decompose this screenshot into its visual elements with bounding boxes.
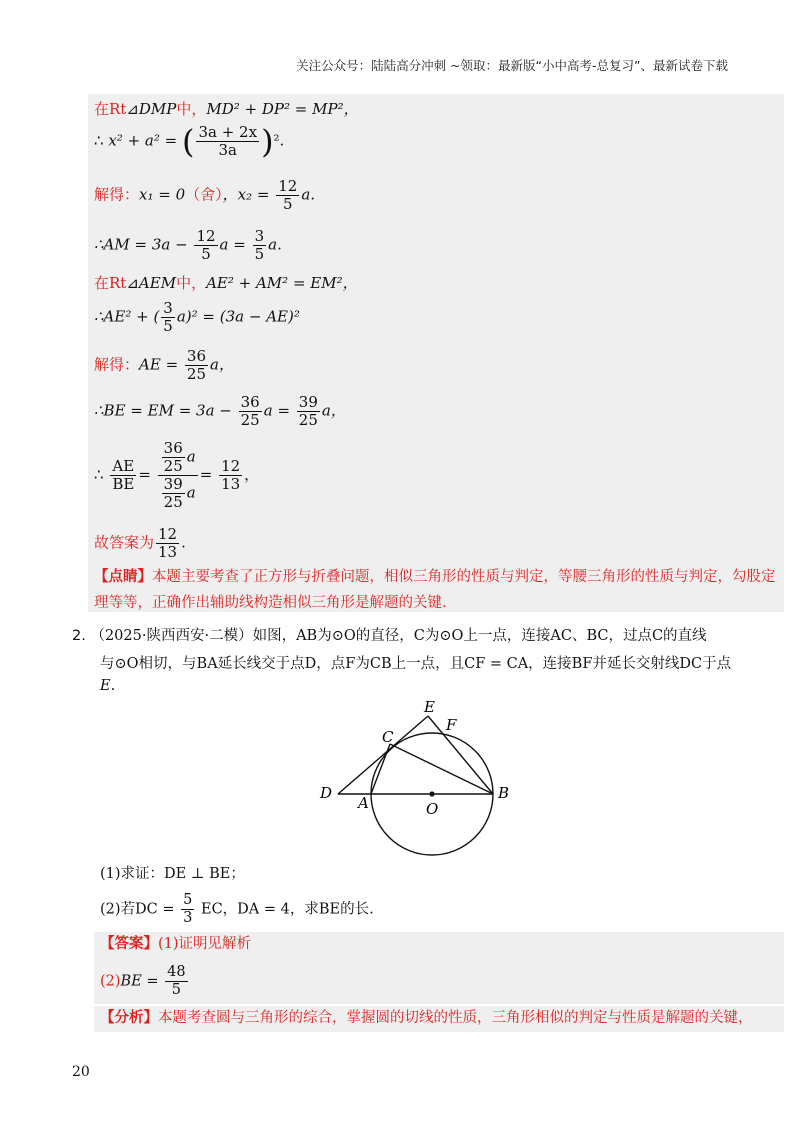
label-e: E: [424, 698, 435, 716]
geometry-figure: [310, 694, 550, 864]
solution-line-1: 在Rt⊿DMP中，MD² + DP² = MP²，: [94, 100, 359, 118]
solution-block: [88, 94, 784, 612]
solution-line-2: ∴ x² + a² = ( $\frac{3a + 2x}{3a}$ )².: [94, 122, 285, 161]
analysis-row: 【分析】本题考查圆与三角形的综合，掌握圆的切线的性质，三角形相似的判定与性质是解题的关键，: [94, 1006, 784, 1032]
solution-line-6: ∴AE² + ( $\frac{3}{5}$ a)² = (3a − AE)²: [94, 299, 300, 335]
solution-line-8: ∴BE = EM = 3a − $\frac{36}{25}$ a = $\frac{39}{25}$ a，: [94, 393, 346, 429]
line-ac: [371, 744, 390, 794]
label-a: A: [358, 794, 369, 812]
solution-line-7: 解得：AE = $\frac{36}{25}$ a，: [94, 347, 234, 383]
problem-line-3: E.: [100, 678, 116, 694]
label-b: B: [498, 784, 510, 802]
solution-line-3: 解得：x₁ = 0（舍），x₂ = $\frac{12}{5}$ a.: [94, 177, 316, 213]
page-header: 关注公众号：陆陆高分冲刺 ~领取：最新版“小中高考-总复习”、最新试卷下载: [296, 58, 728, 73]
solution-note: 【点睛】本题主要考查了正方形与折叠问题，相似三角形的性质与判定，等腰三角形的性质与判定，勾股定理等等，正确作出辅助线构造相似三角形是解题的关键.: [94, 568, 776, 611]
answer-row-2: (2)BE = $\frac{48}{5}$: [94, 958, 784, 1004]
label-d: D: [320, 784, 333, 802]
problem-line-2: 与⊙O相切，与BA延长线交于点D，点F为CB上一点，且CF = CA，连接BF并延长交射线DC于点: [100, 656, 732, 672]
solution-line-10: 故答案为 $\frac{12}{13}$ .: [94, 525, 186, 561]
solution-line-5: 在Rt⊿AEM中，AE² + AM² = EM²，: [94, 274, 358, 292]
label-c: C: [382, 728, 394, 746]
label-f: F: [446, 716, 457, 734]
solution-line-9: ∴ $\frac{AE}{BE}$ = $\frac{36}{25}$ a $\frac{39}{25}$ a = $\frac{12}{13}$ ，: [94, 439, 260, 511]
problem-line-1: 2. （2025·陕西西安·二模）如图，AB为⊙O的直径，C为⊙O上一点，连接AC、BC，过点C的直线: [72, 628, 707, 644]
solution-line-4: ∴AM = 3a − $\frac{12}{5}$ a = $\frac{3}{5}$ a.: [94, 227, 282, 263]
line-eb: [428, 716, 493, 794]
answer-row-1: 【答案】(1)证明见解析: [94, 932, 784, 958]
page-number: 20: [72, 1064, 90, 1080]
label-o: O: [426, 800, 439, 818]
center-dot: [429, 791, 434, 796]
question-1: (1)求证：DE ⊥ BE；: [100, 866, 245, 882]
question-2: (2)若DC = $\frac{5}{3}$ EC，DA = 4，求BE的长.: [100, 892, 374, 926]
line-cb: [390, 744, 493, 794]
